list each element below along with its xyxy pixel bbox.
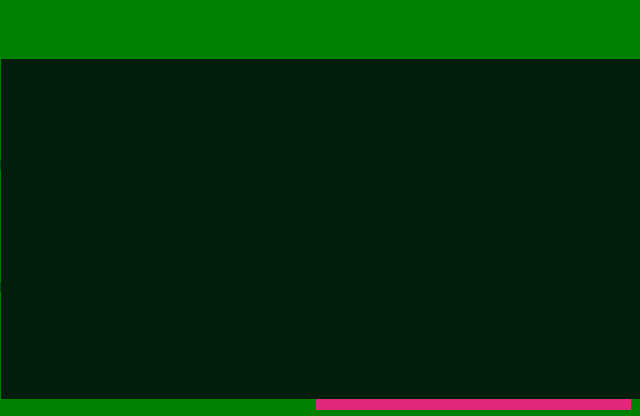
progress-bar — [0, 399, 631, 410]
panel-edge-marker — [0, 160, 1, 170]
main-content-panel — [1, 59, 640, 399]
header-bar — [0, 0, 640, 59]
panel-edge-marker — [0, 282, 1, 292]
progress-bar-fill — [316, 399, 632, 410]
